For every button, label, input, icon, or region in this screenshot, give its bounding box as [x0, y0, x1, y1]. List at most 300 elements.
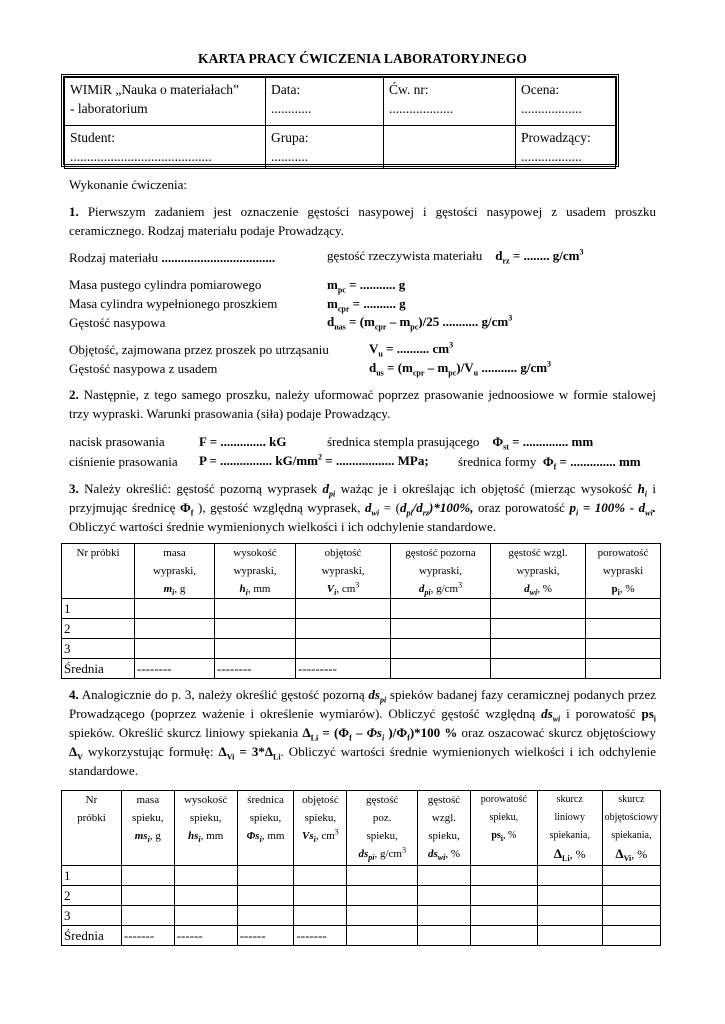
- average-label: Średnia: [62, 926, 122, 946]
- col-height: [174, 791, 237, 866]
- table-cell[interactable]: [294, 906, 347, 926]
- student-label: Student:: [70, 130, 116, 145]
- col-unit: , %: [569, 847, 586, 861]
- table-cell[interactable]: [215, 599, 296, 619]
- exponent: 3: [401, 845, 406, 855]
- dwi-symbol: d: [365, 500, 372, 515]
- exponent: 3: [458, 580, 463, 590]
- col-apdens-sub: pi: [424, 588, 431, 598]
- delta-li-formula: = (Φ: [318, 725, 350, 740]
- pressure-formula[interactable]: [199, 451, 429, 470]
- table-cell[interactable]: [174, 886, 237, 906]
- tap-density-label: Gęstość nasypowa z usadem: [69, 361, 218, 376]
- table-cell[interactable]: [391, 599, 491, 619]
- mould-field[interactable]: = .............. mm: [556, 454, 641, 469]
- s3-text-g: Obliczyć wartości średnie wymienionych wielkości i ich odchylenie standardowe.: [69, 519, 497, 534]
- col-volume-sym: V: [326, 583, 335, 595]
- dpi-symbol: d: [322, 481, 329, 496]
- delta-li-phis: Φs: [366, 725, 382, 740]
- table-cell[interactable]: [296, 619, 391, 639]
- table-cell[interactable]: [602, 866, 660, 886]
- table-cell[interactable]: [347, 886, 418, 906]
- table-cell[interactable]: [586, 619, 661, 639]
- table-cell[interactable]: [470, 866, 537, 886]
- real-density-symbol: d: [495, 248, 503, 263]
- table-row: [62, 639, 661, 659]
- exponent: 3: [449, 340, 454, 350]
- force-field[interactable]: F = .............. kG: [199, 434, 287, 449]
- table-cell[interactable]: [174, 906, 237, 926]
- table-row: [62, 599, 661, 619]
- col-a: porowatość: [480, 794, 527, 805]
- col-sub: i: [259, 835, 262, 845]
- col-reldens-sub: wi: [529, 588, 538, 598]
- col-mass: [121, 791, 174, 866]
- table-cell[interactable]: [347, 926, 418, 946]
- table-cell[interactable]: [391, 639, 491, 659]
- row-number: 2: [62, 886, 122, 906]
- col-unit: , mm: [261, 830, 285, 842]
- pi-dot: .: [652, 500, 656, 515]
- average-na: -------: [121, 926, 174, 946]
- exponent: 3: [334, 827, 339, 837]
- grade-cell[interactable]: [516, 78, 616, 126]
- col-volume: [296, 544, 391, 599]
- col-c: spieku,: [428, 830, 460, 842]
- delta-v-symbol: Δ: [69, 744, 78, 759]
- group-cell[interactable]: [266, 126, 384, 169]
- mass-full-symbol: m: [327, 296, 338, 311]
- stamp-row: [327, 432, 593, 451]
- table-row: [62, 906, 661, 926]
- delta-li-end: )/Φ: [384, 725, 408, 740]
- col-volume: [294, 791, 347, 866]
- material-label: Rodzaj materiału: [69, 250, 159, 265]
- col-unit: , g: [149, 830, 161, 842]
- col-b: poz.: [372, 812, 392, 824]
- section-1-desc: Pierwszym zadaniem jest oznaczenie gęstości nasypowej i gęstości nasypowej z usadem proszku ceramicznego. Rodzaj materiału podaje Prowadzący.: [69, 204, 656, 238]
- bulk-sub: nas: [334, 322, 346, 332]
- tap-density-formula[interactable]: [369, 358, 551, 377]
- tap-sub: us: [376, 368, 384, 378]
- psi-sub: i: [653, 714, 657, 724]
- hi-sub: i: [644, 489, 648, 499]
- col-b: liniowy: [554, 812, 585, 823]
- pressure-mpa-field[interactable]: = .................. MPa;: [322, 453, 429, 468]
- tap-symbol: d: [369, 360, 377, 375]
- force-label: nacisk prasowania: [69, 434, 165, 449]
- tap-sub3: pc: [448, 368, 457, 378]
- volume-symbol: V: [369, 341, 379, 356]
- force-formula[interactable]: [199, 432, 286, 451]
- exponent: 3: [579, 247, 584, 257]
- col-volume-sub: i: [334, 588, 337, 598]
- grade-field[interactable]: ..................: [521, 101, 582, 116]
- table-cell[interactable]: [215, 639, 296, 659]
- table-cell[interactable]: [418, 926, 471, 946]
- mould-formula[interactable]: [542, 454, 641, 472]
- bulk-field[interactable]: )/25 ........... g/cm: [418, 314, 509, 329]
- col-linear-shrinkage: [537, 791, 602, 866]
- col-sub: Li: [562, 854, 570, 863]
- col-sub: i: [198, 835, 201, 845]
- col-unit: , %: [631, 847, 648, 861]
- tap-minus: – m: [424, 360, 449, 375]
- section-3-text: [69, 479, 656, 536]
- table-cell[interactable]: [537, 926, 602, 946]
- mass-full-formula[interactable]: [327, 294, 406, 313]
- average-na: -------: [294, 926, 347, 946]
- delta-li-phis-sub: i: [381, 733, 385, 743]
- col-sub: i: [500, 834, 503, 843]
- col-por-a: porowatość: [597, 547, 649, 559]
- volume-formula[interactable]: [369, 339, 453, 358]
- exponent: 3: [547, 359, 552, 369]
- col-sub: pi: [368, 853, 375, 863]
- col-volume-shrinkage: [602, 791, 660, 866]
- section-1-text: [69, 202, 656, 240]
- table-cell[interactable]: [491, 619, 586, 639]
- delta-li-symbol: Δ: [302, 725, 311, 740]
- psi-symbol: ps: [641, 706, 654, 721]
- col-por-b: wypraski: [602, 565, 644, 577]
- table-cell[interactable]: [537, 866, 602, 886]
- delta-li-sub: Li: [310, 733, 319, 743]
- bulk-density-label: Gęstość nasypowa: [69, 315, 166, 330]
- table-cell[interactable]: [294, 866, 347, 886]
- col-sym: Δ: [553, 846, 563, 861]
- col-sym: Φs: [246, 830, 260, 842]
- col-volume-unit: , cm: [336, 583, 356, 595]
- date-field[interactable]: ............: [271, 101, 312, 116]
- mass-full-field[interactable]: = .......... g: [349, 296, 406, 311]
- col-height-b: wypraski,: [233, 565, 277, 577]
- bulk-density-formula[interactable]: [327, 312, 512, 331]
- bulk-sub3: pc: [410, 322, 419, 332]
- col-sym: ds: [358, 848, 369, 860]
- col-reldens-sym: d: [524, 583, 530, 595]
- col-b: próbki: [77, 812, 106, 824]
- table-cell[interactable]: [602, 926, 660, 946]
- tap-sub4: u: [473, 368, 479, 378]
- delta-li-end-sub: f: [407, 733, 410, 743]
- f-end: )*100%,: [429, 500, 474, 515]
- average-na: ---------: [296, 659, 391, 679]
- col-apdens-unit: , g/cm: [430, 583, 459, 595]
- table-cell[interactable]: [347, 906, 418, 926]
- table-cell[interactable]: [586, 639, 661, 659]
- col-height-sym: h: [239, 583, 246, 595]
- col-sym: Vs: [301, 830, 314, 842]
- tap-sub2: cpr: [412, 368, 425, 378]
- section-4-text: [69, 685, 656, 780]
- material-field[interactable]: ...................................: [161, 250, 276, 265]
- average-na: ------: [174, 926, 237, 946]
- col-b: wzgl.: [431, 812, 457, 824]
- table-cell[interactable]: [470, 886, 537, 906]
- s3-text-a: Należy określić: gęstość pozorną wyprasek: [84, 481, 323, 496]
- table-cell[interactable]: [602, 886, 660, 906]
- page-title: KARTA PRACY ĆWICZENIA LABORATORYJNEGO: [198, 51, 527, 66]
- table-cell[interactable]: [537, 886, 602, 906]
- delta-vi-eq: = 3*Δ: [234, 744, 273, 759]
- dwi-sub: wi: [371, 508, 380, 518]
- col-apparent-density: [391, 544, 491, 599]
- col-b: objętościowy: [604, 812, 658, 823]
- col-sym: hs: [188, 830, 199, 842]
- table-cell[interactable]: [237, 906, 294, 926]
- pressure-label: ciśnienie prasowania: [69, 454, 178, 469]
- col-a: skurcz: [618, 794, 645, 805]
- stamp-field[interactable]: = .............. mm: [508, 434, 594, 449]
- teacher-field[interactable]: ..................: [521, 149, 582, 164]
- mould-label: średnica formy: [458, 454, 537, 469]
- col-mass-sym: m: [163, 583, 173, 595]
- col-a: skurcz: [556, 794, 583, 805]
- col-apdens-sym: d: [418, 583, 425, 595]
- mould-sub: f: [553, 462, 557, 472]
- col-c: spieku,: [366, 830, 398, 842]
- f-dpi: d: [399, 500, 407, 515]
- dspi-symbol: ds: [368, 687, 380, 702]
- bulk-sub2: cpr: [374, 322, 387, 332]
- col-sub: i: [313, 835, 316, 845]
- s4-text-f: wykorzystując formułę:: [82, 744, 219, 759]
- course-type: - laboratorium: [70, 101, 148, 116]
- exercise-label: Ćw. nr:: [389, 82, 429, 97]
- table-cell[interactable]: [237, 866, 294, 886]
- s3-text-b: ważąc je i określając ich objętość (mierząc wysokość: [335, 481, 638, 496]
- s4-text-b: spieków badanej fazy ceramicznej podanych przez Prowadzącego (poprzez ważenie i określenie wymiarów). Obliczyć gęstość względną: [69, 687, 656, 721]
- table-cell[interactable]: [237, 886, 294, 906]
- table-cell[interactable]: [296, 599, 391, 619]
- col-reldens-b: wypraski,: [516, 565, 560, 577]
- mass-empty-symbol: m: [327, 277, 338, 292]
- col-b: spieku,: [249, 812, 282, 824]
- average-row: [62, 659, 661, 679]
- mass-full-label: Masa cylindra wypełnionego proszkiem: [69, 296, 278, 311]
- mass-empty-formula[interactable]: [327, 275, 405, 294]
- col-mass-unit: , g: [174, 583, 186, 595]
- table-cell[interactable]: [491, 639, 586, 659]
- col-mass-a: masa: [163, 547, 186, 559]
- col-a: wysokość: [183, 794, 228, 806]
- table-cell[interactable]: [586, 599, 661, 619]
- col-sample-label: Nr próbki: [76, 547, 120, 559]
- tap-eq: = (m: [383, 360, 413, 375]
- average-na: --------: [135, 659, 215, 679]
- table-cell[interactable]: [121, 886, 174, 906]
- f-drz: d: [416, 500, 423, 515]
- teacher-cell[interactable]: [516, 126, 616, 169]
- volume-field[interactable]: = .......... cm: [382, 341, 450, 356]
- delta-li-pct: )*100 %: [409, 725, 458, 740]
- phi-symbol: Φ: [179, 500, 191, 515]
- table-cell[interactable]: [537, 906, 602, 926]
- row-number: 2: [62, 619, 135, 639]
- delta-vi-dot: .: [280, 744, 284, 759]
- exercise-cell[interactable]: [384, 78, 516, 126]
- f-dpi-sub: pi: [406, 508, 413, 518]
- table-cell[interactable]: [347, 866, 418, 886]
- col-unit: , cm: [315, 830, 335, 842]
- delta-vi-symbol: Δ: [218, 744, 227, 759]
- col-a: Nr: [85, 794, 98, 806]
- col-a: średnica: [247, 794, 284, 806]
- table-cell[interactable]: [491, 659, 586, 679]
- table-cell[interactable]: [121, 906, 174, 926]
- col-a: gęstość: [366, 794, 399, 806]
- table-cell[interactable]: [418, 886, 471, 906]
- col-mass: [135, 544, 215, 599]
- col-apparent-density: [347, 791, 418, 866]
- pressure-field[interactable]: P = ................ kG/mm: [199, 453, 318, 468]
- table-cell[interactable]: [586, 659, 661, 679]
- bulk-eq: = (m: [345, 314, 375, 329]
- green-compact-table: [61, 543, 661, 679]
- table-cell[interactable]: [391, 619, 491, 639]
- table-cell[interactable]: [470, 926, 537, 946]
- exponent: 3: [508, 313, 513, 323]
- real-density-formula[interactable]: [495, 247, 584, 266]
- header-box: [61, 74, 619, 167]
- student-field[interactable]: ..........................................: [70, 149, 212, 164]
- col-apdens-b: wypraski,: [418, 565, 463, 577]
- table-cell[interactable]: [391, 659, 491, 679]
- col-por-sub: i: [617, 588, 620, 598]
- table-cell[interactable]: [121, 866, 174, 886]
- table-cell[interactable]: [418, 866, 471, 886]
- col-unit: , %: [445, 848, 460, 860]
- date-cell[interactable]: [266, 78, 384, 126]
- volume-label: Objętość, zajmowana przez proszek po utrząsaniu: [69, 342, 329, 357]
- col-c: spiekania,: [611, 830, 652, 841]
- row-number: 3: [62, 906, 122, 926]
- dswi-symbol: ds: [541, 706, 553, 721]
- col-height-a: wysokość: [233, 547, 277, 559]
- f-slash: /: [412, 500, 417, 515]
- col-a: objętość: [302, 794, 339, 806]
- row-number: 3: [62, 639, 135, 659]
- empty-cell: [384, 126, 516, 169]
- col-sample: [62, 544, 135, 599]
- phi-sub: f: [190, 508, 194, 518]
- col-relative-density: [418, 791, 471, 866]
- delta-li-f-sub: f: [349, 733, 352, 743]
- f-drz-sub: rz: [422, 508, 430, 518]
- bulk-minus: – m: [386, 314, 411, 329]
- s4-text-e: oraz oszacować skurcz objętościowy: [457, 725, 657, 740]
- col-reldens-a: gęstość wzgl.: [508, 547, 568, 559]
- delta-vi-sub: Vi: [226, 752, 235, 762]
- date-label: Data:: [271, 82, 301, 97]
- intro-text: Wykonanie ćwiczenia:: [69, 177, 187, 192]
- table-cell[interactable]: [418, 906, 471, 926]
- col-sym: ms: [134, 830, 148, 842]
- table-cell[interactable]: [135, 599, 215, 619]
- s4-text-d: spieków. Określić skurcz liniowy spiekania: [69, 725, 303, 740]
- col-porosity: [586, 544, 661, 599]
- table-cell[interactable]: [491, 599, 586, 619]
- exercise-field[interactable]: ...................: [389, 101, 454, 116]
- col-c: spiekania,: [549, 830, 590, 841]
- table-cell[interactable]: [174, 866, 237, 886]
- s3-text-d: ), gęstość względną wyprasek,: [193, 500, 366, 515]
- section-2-desc: Następnie, z tego samego proszku, należy uformować poprzez prasowanie jednoosiowe w formie stalowej trzy wypraski. Warunki prasowania (siła) podaje Prowadzący.: [69, 387, 656, 421]
- real-density-row: [327, 246, 583, 265]
- col-sub: wi: [437, 853, 446, 863]
- group-label: Grupa:: [271, 130, 309, 145]
- col-sub: i: [147, 835, 150, 845]
- mass-empty-field[interactable]: = ........... g: [345, 277, 406, 292]
- dpi-sub: pi: [328, 489, 336, 499]
- table-cell[interactable]: [470, 906, 537, 926]
- table-cell[interactable]: [135, 619, 215, 639]
- s3-text-e: = (: [379, 500, 400, 515]
- average-label: Średnia: [62, 659, 135, 679]
- stamp-label: średnica stempla prasującego: [327, 434, 480, 449]
- course-cell: [65, 78, 266, 126]
- mould-row: [458, 452, 641, 471]
- col-sym: Δ: [615, 846, 624, 861]
- col-diameter: [237, 791, 294, 866]
- grade-label: Ocena:: [521, 82, 560, 97]
- exponent: 2: [318, 452, 322, 462]
- table-cell[interactable]: [294, 886, 347, 906]
- stamp-sub: st: [503, 442, 509, 452]
- mass-empty-sub: pc: [337, 285, 346, 295]
- delta-li-minus: –: [351, 725, 367, 740]
- table-cell[interactable]: [296, 639, 391, 659]
- average-na: --------: [215, 659, 296, 679]
- row-number: 1: [62, 599, 135, 619]
- stamp-formula[interactable]: [492, 434, 594, 452]
- col-unit: , g/cm: [374, 848, 402, 860]
- phi-symbol: Φ: [492, 434, 504, 449]
- row-number: 1: [62, 866, 122, 886]
- tap-field[interactable]: ........... g/cm: [478, 360, 548, 375]
- col-unit: , %: [503, 830, 517, 841]
- table-cell[interactable]: [602, 906, 660, 926]
- col-porosity: [470, 791, 537, 866]
- section-3-number: 3.: [69, 481, 79, 496]
- col-mass-b: wypraski,: [152, 565, 197, 577]
- s3-text-c: i przyjmując średnicę: [69, 481, 657, 515]
- col-por-sym: p: [611, 583, 618, 595]
- col-b: spieku,: [304, 812, 337, 824]
- exponent: 3: [355, 580, 360, 590]
- section-4-number: 4.: [69, 687, 79, 702]
- col-relative-density: [491, 544, 586, 599]
- table-row: [62, 886, 661, 906]
- table-cell[interactable]: [135, 639, 215, 659]
- col-a: masa: [136, 794, 160, 806]
- tap-div: )/V: [456, 360, 474, 375]
- table-cell[interactable]: [215, 619, 296, 639]
- s4-text-c: i porowatość: [560, 706, 642, 721]
- s3-text-f: oraz porowatość: [473, 500, 570, 515]
- col-b: spieku,: [489, 812, 519, 823]
- col-height: [215, 544, 296, 599]
- group-field[interactable]: ...........: [271, 149, 309, 164]
- section-2-number: 2.: [69, 387, 79, 402]
- delta-vi-eq-sub: Li: [272, 752, 281, 762]
- hi-symbol: h: [637, 481, 645, 496]
- pi-formula-sub: wi: [645, 508, 653, 518]
- mass-empty-label: Masa pustego cylindra pomiarowego: [69, 277, 262, 292]
- student-cell[interactable]: [65, 126, 266, 169]
- real-density-field[interactable]: = ........ g/cm: [509, 248, 580, 263]
